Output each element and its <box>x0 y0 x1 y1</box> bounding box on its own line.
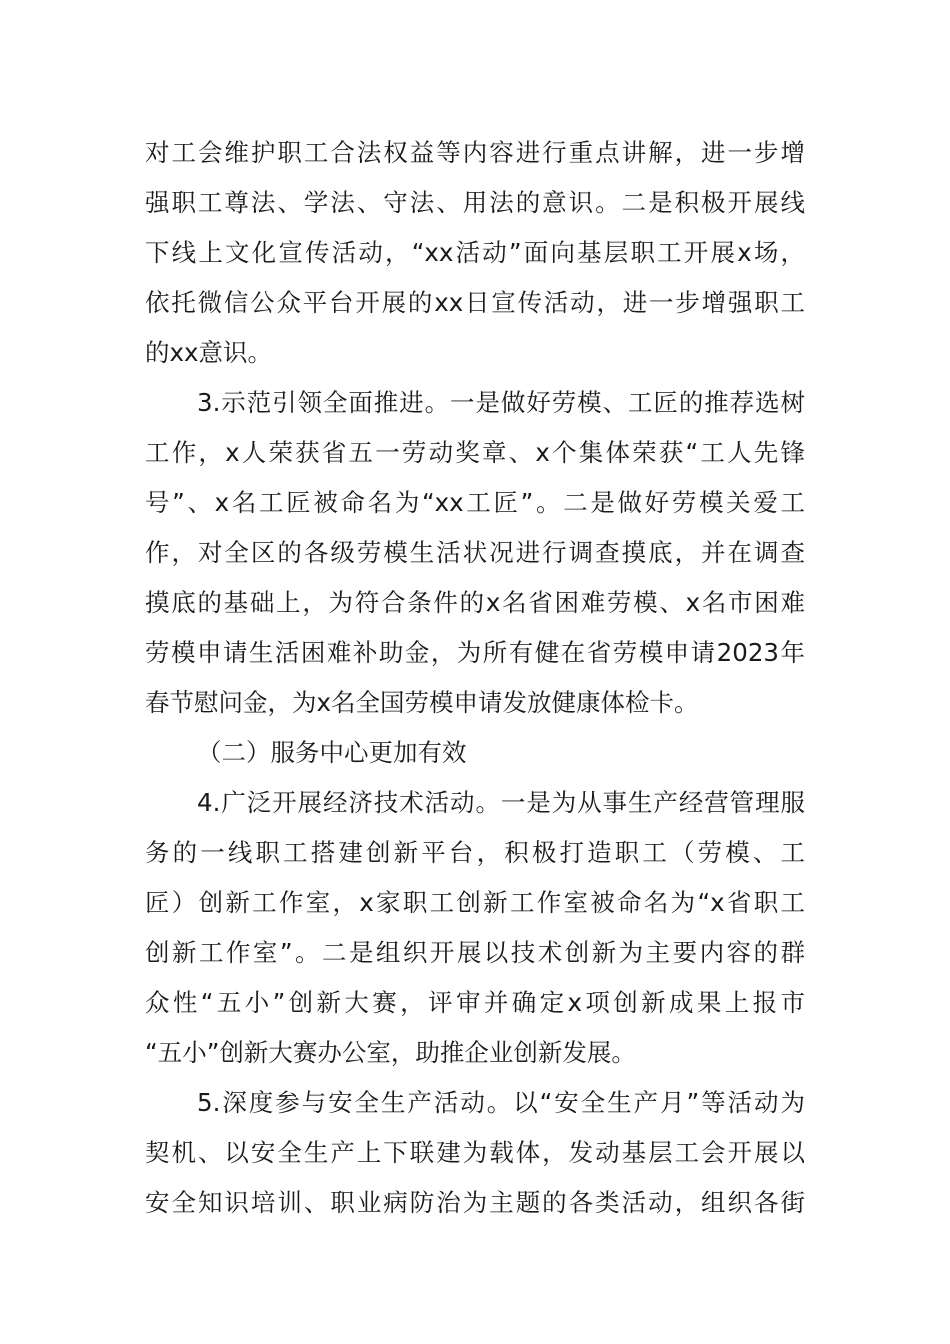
text-line: “五小”创新大赛办公室，助推企业创新发展。 <box>145 1038 636 1067</box>
text-line: 号”、x名工匠被命名为“xx工匠”。二是做好劳模关爱工 <box>145 488 805 517</box>
section-heading: （二）服务中心更加有效 <box>197 738 467 767</box>
text-line: 务的一线职工搭建创新平台，积极打造职工（劳模、工 <box>145 838 805 867</box>
text-line: 安全知识培训、职业病防治为主题的各类活动，组织各街 <box>145 1188 805 1217</box>
text-line: 依托微信公众平台开展的xx日宣传活动，进一步增强职工 <box>145 288 805 317</box>
text-line: 5.深度参与安全生产活动。以“安全生产月”等活动为 <box>197 1088 805 1117</box>
text-line: 劳模申请生活困难补助金，为所有健在省劳模申请2023年 <box>145 638 805 667</box>
text-line: 作，对全区的各级劳模生活状况进行调查摸底，并在调查 <box>145 538 805 567</box>
text-line: 强职工尊法、学法、守法、用法的意识。二是积极开展线 <box>145 188 805 217</box>
text-line: 创新工作室”。二是组织开展以技术创新为主要内容的群 <box>145 938 805 967</box>
text-line: 契机、以安全生产上下联建为载体，发动基层工会开展以 <box>145 1138 805 1167</box>
text-line: 春节慰问金，为x名全国劳模申请发放健康体检卡。 <box>145 688 699 717</box>
text-line: 匠）创新工作室，x家职工创新工作室被命名为“x省职工 <box>145 888 805 917</box>
text-line: 3.示范引领全面推进。一是做好劳模、工匠的推荐选树 <box>197 388 805 417</box>
text-line: 对工会维护职工合法权益等内容进行重点讲解，进一步增 <box>145 138 805 167</box>
text-line: 下线上文化宣传活动，“xx活动”面向基层职工开展x场， <box>145 238 805 267</box>
text-line: 4.广泛开展经济技术活动。一是为从事生产经营管理服 <box>197 788 805 817</box>
text-line: 的xx意识。 <box>145 338 272 367</box>
text-line: 摸底的基础上，为符合条件的x名省困难劳模、x名市困难 <box>145 588 805 617</box>
text-line: 众性“五小”创新大赛，评审并确定x项创新成果上报市 <box>145 988 805 1017</box>
text-line: 工作，x人荣获省五一劳动奖章、x个集体荣获“工人先锋 <box>145 438 805 467</box>
